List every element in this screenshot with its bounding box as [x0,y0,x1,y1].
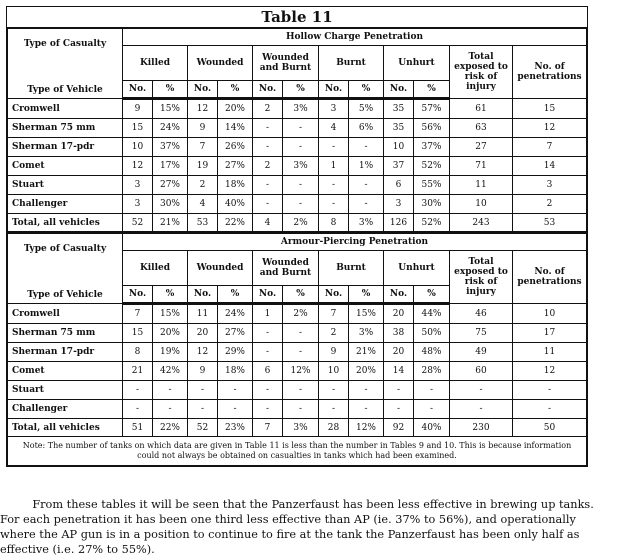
vehicle-name: Sherman 17-pdr [8,138,123,157]
vehicle-name: Cromwell [8,304,123,324]
table-cell: - [349,381,384,400]
table-cell: 56% [414,119,450,138]
table-row [8,157,587,176]
pct-header: % [349,286,384,304]
table-cell: 17% [153,157,188,176]
total-cell: 40% [414,419,450,437]
table-cell: 3% [283,99,319,119]
table-cell: 3 [384,195,414,214]
total-cell: 53 [188,214,218,233]
table-cell: 11 [513,343,587,362]
vehicle-name: Comet [8,157,123,176]
table-cell: 11 [450,176,513,195]
table-cell: 60 [450,362,513,381]
table-cell: - [319,138,349,157]
table-row [8,324,587,343]
table-cell: - [123,400,153,419]
vehicle-name: Stuart [8,176,123,195]
table-cell: 37 [384,157,414,176]
col-group-header: Killed [123,46,188,81]
no-header: No. [319,81,349,99]
table-cell: 12 [188,343,218,362]
table-cell: 38 [384,324,414,343]
col-group-header: Wounded [188,46,253,81]
table-cell: 20 [384,304,414,324]
table-cell: 11 [188,304,218,324]
pct-header: % [349,81,384,99]
vehicle-name: Sherman 75 mm [8,119,123,138]
table-cell: - [253,119,283,138]
table-cell: 7 [319,304,349,324]
table-cell: 14 [384,362,414,381]
table-cell: 10 [123,138,153,157]
table-cell: - [188,381,218,400]
table-row [8,362,587,381]
paragraph-line: where the AP gun is in a position to continue to fire at the tank the Panzerfaust has been only half as [0,528,580,541]
pct-header: % [414,81,450,99]
table-cell: - [188,400,218,419]
table-cell: 14 [513,157,587,176]
table-cell: 19% [153,343,188,362]
table-cell: 63 [450,119,513,138]
table-cell: - [253,343,283,362]
table-cell: 24% [153,119,188,138]
table-cell: 1 [253,304,283,324]
table-cell: 27% [153,176,188,195]
table-cell: 44% [414,304,450,324]
table-cell: 9 [123,99,153,119]
table-cell: 52% [414,157,450,176]
table-cell: 55% [414,176,450,195]
total-row [8,214,587,233]
total-cell: 8 [319,214,349,233]
table-cell: 2 [319,324,349,343]
table-cell: - [513,381,587,400]
col-group-header: Killed [123,251,188,286]
table-cell: - [414,400,450,419]
total-label: Total, all vehicles [8,419,123,437]
table-cell: 1% [349,157,384,176]
table-row [8,99,587,119]
vehicle-name: Sherman 17-pdr [8,343,123,362]
col-group-header: Burnt [319,251,384,286]
hollow-charge-section [8,29,587,233]
table-cell: - [253,324,283,343]
table-cell: 3 [123,195,153,214]
table-cell: 2 [253,99,283,119]
table-cell: - [283,195,319,214]
table-cell: 28% [414,362,450,381]
table-cell: 30% [153,195,188,214]
no-header: No. [253,286,283,304]
table-cell: 9 [188,119,218,138]
table-cell: 12 [188,99,218,119]
col-group-header: Unhurt [384,46,450,81]
table-cell: 15 [513,99,587,119]
total-cell: 230 [450,419,513,437]
col-group-header: Unhurt [384,251,450,286]
total-cell: 92 [384,419,414,437]
table-cell: 1 [319,157,349,176]
table-cell: - [153,381,188,400]
table-cell: 61 [450,99,513,119]
table-cell: 48% [414,343,450,362]
table-row [8,195,587,214]
table-cell: - [253,176,283,195]
col-group-header: Wounded and Burnt [253,251,319,286]
pct-header: % [153,286,188,304]
casualty-type-header [8,233,123,304]
total-label: Total, all vehicles [8,214,123,233]
no-header: No. [123,286,153,304]
table-cell: - [253,138,283,157]
table-cell: 7 [123,304,153,324]
table-cell: 15 [123,119,153,138]
casualty-type-label: Type of Casualty [23,244,107,254]
table-cell: - [253,400,283,419]
table-cell: - [153,400,188,419]
table-cell: - [253,381,283,400]
table-cell: 6% [349,119,384,138]
pct-header: % [218,286,253,304]
total-cell: 51 [123,419,153,437]
table-cell: - [283,138,319,157]
col-group-header: Wounded and Burnt [253,46,319,81]
table-cell: 27 [450,138,513,157]
table-cell: 12 [513,119,587,138]
table-cell: - [513,400,587,419]
casualty-table [6,6,588,467]
table-cell: 17 [513,324,587,343]
table-cell: 20 [384,343,414,362]
total-cell: 21% [153,214,188,233]
table-cell: 20% [218,99,253,119]
table-row [8,400,587,419]
table-cell: - [384,381,414,400]
vehicle-type-label: Type of Vehicle [27,85,103,95]
table-grid [7,28,587,466]
table-cell: - [253,195,283,214]
total-cell: 52% [414,214,450,233]
total-exposed-header: Total exposed to risk of injury [450,46,513,99]
table-note: Note: The number of tanks on which data are given in Table 11 is less than the number in Tables 9 and 10. This is because information could not always be obtained on casualties in tanks which had been examined. [8,437,587,466]
table-cell: 9 [188,362,218,381]
table-cell: - [319,195,349,214]
table-cell: - [319,381,349,400]
table-cell: 3% [349,324,384,343]
table-cell: 4 [188,195,218,214]
vehicle-name: Cromwell [8,99,123,119]
table-cell: - [283,343,319,362]
penetrations-header: No. of penetrations [513,46,587,99]
table-row [8,119,587,138]
pct-header: % [153,81,188,99]
table-cell: - [218,381,253,400]
table-cell: 8 [123,343,153,362]
table-cell: 26% [218,138,253,157]
section-heading: Armour-Piercing Penetration [123,233,587,251]
table-cell: - [349,400,384,419]
col-group-header: Burnt [319,46,384,81]
armour-piercing-section [8,233,587,437]
table-cell: 75 [450,324,513,343]
vehicle-name: Comet [8,362,123,381]
table-cell: - [123,381,153,400]
table-cell: - [319,176,349,195]
table-cell: 6 [384,176,414,195]
pct-header: % [283,81,319,99]
total-cell: 52 [188,419,218,437]
table-cell: 12 [513,362,587,381]
table-cell: 9 [319,343,349,362]
total-row [8,419,587,437]
col-group-header: Wounded [188,251,253,286]
vehicle-name: Sherman 75 mm [8,324,123,343]
table-cell: - [283,400,319,419]
total-exposed-header: Total exposed to risk of injury [450,251,513,304]
no-header: No. [384,81,414,99]
total-cell: 12% [349,419,384,437]
table-cell: 19 [188,157,218,176]
total-cell: 4 [253,214,283,233]
table-cell: - [349,195,384,214]
table-cell: 50% [414,324,450,343]
section-heading: Hollow Charge Penetration [123,29,587,46]
table-cell: - [283,324,319,343]
table-cell: 7 [513,138,587,157]
table-cell: 20% [349,362,384,381]
table-cell: 37% [414,138,450,157]
paragraph-line: For each penetration it has been one third less effective than AP (ie. 37% to 56%), and operationally [0,513,576,526]
table-cell: 3 [319,99,349,119]
table-cell: 6 [253,362,283,381]
pct-header: % [414,286,450,304]
table-cell: 10 [319,362,349,381]
table-cell: 2 [253,157,283,176]
total-cell: 2% [283,214,319,233]
vehicle-name: Challenger [8,400,123,419]
no-header: No. [319,286,349,304]
table-cell: 21 [123,362,153,381]
table-row [8,138,587,157]
table-cell: 29% [218,343,253,362]
no-header: No. [253,81,283,99]
vehicle-type-label: Type of Vehicle [27,290,103,300]
total-cell: 53 [513,214,587,233]
no-header: No. [188,81,218,99]
table-row [8,176,587,195]
table-cell: 49 [450,343,513,362]
table-row [8,343,587,362]
table-cell: 18% [218,362,253,381]
total-cell: 23% [218,419,253,437]
table-cell: 4 [319,119,349,138]
table-cell: 30% [414,195,450,214]
table-cell: 12% [283,362,319,381]
table-cell: 2 [513,195,587,214]
table-row [8,304,587,324]
table-cell: 15 [123,324,153,343]
table-cell: - [283,119,319,138]
penetrations-header: No. of penetrations [513,251,587,304]
total-cell: 243 [450,214,513,233]
table-cell: - [283,381,319,400]
total-cell: 22% [218,214,253,233]
table-cell: 46 [450,304,513,324]
table-cell: 21% [349,343,384,362]
total-cell: 126 [384,214,414,233]
total-cell: 7 [253,419,283,437]
table-cell: 57% [414,99,450,119]
pct-header: % [283,286,319,304]
table-cell: 15% [153,99,188,119]
table-cell: 20 [188,324,218,343]
paragraph-line: From these tables it will be seen that the Panzerfaust has been less effective in brewing up tanks. [0,498,594,511]
table-cell: 3 [123,176,153,195]
table-cell: - [384,400,414,419]
table-cell: - [319,400,349,419]
table-cell: 10 [384,138,414,157]
table-cell: 7 [188,138,218,157]
table-cell: 35 [384,119,414,138]
no-header: No. [188,286,218,304]
table-cell: 24% [218,304,253,324]
no-header: No. [123,81,153,99]
table-cell: 10 [513,304,587,324]
table-cell: 37% [153,138,188,157]
vehicle-name: Stuart [8,381,123,400]
table-cell: 18% [218,176,253,195]
total-cell: 22% [153,419,188,437]
table-cell: - [450,381,513,400]
total-cell: 50 [513,419,587,437]
table-cell: 3 [513,176,587,195]
table-cell: 15% [153,304,188,324]
table-cell: - [349,176,384,195]
table-cell: 15% [349,304,384,324]
total-cell: 3% [283,419,319,437]
table-cell: - [218,400,253,419]
table-cell: 10 [450,195,513,214]
total-cell: 28 [319,419,349,437]
table-row [8,381,587,400]
pct-header: % [218,81,253,99]
table-cell: 42% [153,362,188,381]
table-cell: - [349,138,384,157]
vehicle-name: Challenger [8,195,123,214]
no-header: No. [384,286,414,304]
table-cell: - [414,381,450,400]
casualty-type-label: Type of Casualty [23,39,107,49]
table-cell: 14% [218,119,253,138]
table-cell: - [283,176,319,195]
table-title: Table 11 [7,7,587,28]
table-cell: 2 [188,176,218,195]
table-cell: 40% [218,195,253,214]
table-cell: 5% [349,99,384,119]
table-cell: - [450,400,513,419]
total-cell: 52 [123,214,153,233]
body-paragraph [0,497,640,557]
paragraph-line: effective (i.e. 27% to 55%). [0,543,155,556]
table-cell: 3% [283,157,319,176]
table-cell: 35 [384,99,414,119]
table-cell: 12 [123,157,153,176]
table-cell: 27% [218,157,253,176]
casualty-type-header [8,29,123,99]
table-cell: 27% [218,324,253,343]
table-cell: 20% [153,324,188,343]
table-cell: 71 [450,157,513,176]
table-cell: 2% [283,304,319,324]
total-cell: 3% [349,214,384,233]
